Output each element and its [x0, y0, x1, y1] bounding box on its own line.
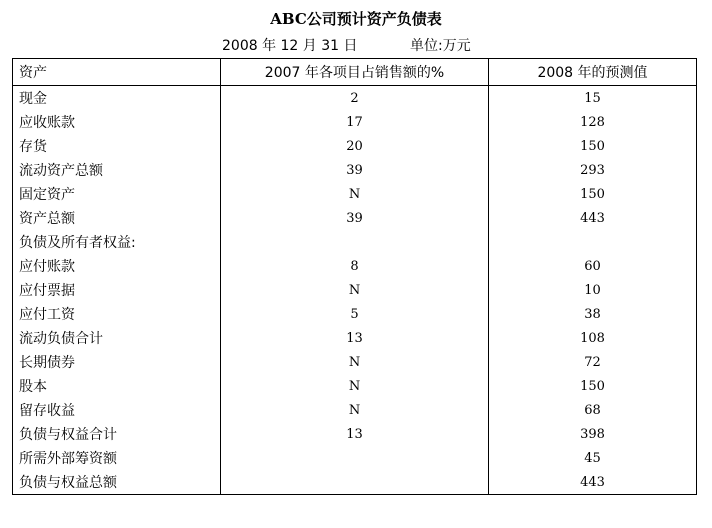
row-item-label: 现金	[13, 86, 221, 111]
row-item-label: 所需外部筹资额	[13, 446, 221, 470]
row-item-label: 应收账款	[13, 110, 221, 134]
row-percent: N	[221, 398, 489, 422]
row-forecast: 443	[489, 206, 697, 230]
row-item-label: 负债与权益合计	[13, 422, 221, 446]
row-forecast: 45	[489, 446, 697, 470]
row-percent: 20	[221, 134, 489, 158]
row-percent: 13	[221, 422, 489, 446]
table-row	[13, 86, 697, 111]
page-title: ABC公司预计资产负债表	[270, 10, 442, 28]
row-item-label: 资产总额	[13, 206, 221, 230]
balance-sheet-table	[12, 58, 697, 495]
row-percent: 13	[221, 326, 489, 350]
table-row	[13, 134, 697, 158]
row-percent: 39	[221, 158, 489, 182]
table-row	[13, 446, 697, 470]
row-item-label: 存货	[13, 134, 221, 158]
table-row	[13, 158, 697, 182]
row-item-label: 负债与权益总额	[13, 470, 221, 495]
header-forecast: 2008 年的预测值	[489, 59, 697, 86]
statement-date: 2008 年 12 月 31 日	[222, 38, 358, 54]
table-row	[13, 254, 697, 278]
table-row	[13, 350, 697, 374]
row-forecast: 108	[489, 326, 697, 350]
row-item-label: 应付账款	[13, 254, 221, 278]
table-row	[13, 182, 697, 206]
row-forecast: 128	[489, 110, 697, 134]
row-percent: N	[221, 374, 489, 398]
unit-label: 单位:万元	[410, 38, 471, 54]
row-item-label: 长期债券	[13, 350, 221, 374]
table-row	[13, 470, 697, 495]
table-row	[13, 230, 697, 254]
row-forecast: 15	[489, 86, 697, 111]
table-row	[13, 326, 697, 350]
table-row	[13, 374, 697, 398]
table-row	[13, 110, 697, 134]
header-item: 资产	[13, 59, 221, 86]
header-percent: 2007 年各项目占销售额的%	[221, 59, 489, 86]
row-percent	[221, 230, 489, 254]
row-forecast: 150	[489, 134, 697, 158]
row-forecast: 150	[489, 182, 697, 206]
row-percent: N	[221, 182, 489, 206]
row-forecast: 293	[489, 158, 697, 182]
row-item-label: 股本	[13, 374, 221, 398]
table-header-row	[13, 59, 697, 86]
row-forecast: 72	[489, 350, 697, 374]
table-row	[13, 302, 697, 326]
row-percent: N	[221, 278, 489, 302]
table-row	[13, 422, 697, 446]
row-item-label: 应付票据	[13, 278, 221, 302]
row-percent: 5	[221, 302, 489, 326]
row-percent: 2	[221, 86, 489, 111]
row-percent: 39	[221, 206, 489, 230]
row-item-label: 固定资产	[13, 182, 221, 206]
table-row	[13, 398, 697, 422]
row-item-label: 流动负债合计	[13, 326, 221, 350]
table-row	[13, 278, 697, 302]
row-forecast: 68	[489, 398, 697, 422]
row-forecast: 60	[489, 254, 697, 278]
row-item-label: 应付工资	[13, 302, 221, 326]
row-item-label: 负债及所有者权益:	[13, 230, 221, 254]
row-forecast	[489, 230, 697, 254]
row-item-label: 流动资产总额	[13, 158, 221, 182]
table-row	[13, 206, 697, 230]
row-percent: 17	[221, 110, 489, 134]
row-forecast: 398	[489, 422, 697, 446]
row-percent	[221, 470, 489, 495]
subtitle	[0, 35, 712, 55]
row-forecast: 443	[489, 470, 697, 495]
row-forecast: 10	[489, 278, 697, 302]
row-forecast: 38	[489, 302, 697, 326]
row-percent: 8	[221, 254, 489, 278]
row-item-label: 留存收益	[13, 398, 221, 422]
row-forecast: 150	[489, 374, 697, 398]
row-percent	[221, 446, 489, 470]
row-percent: N	[221, 350, 489, 374]
